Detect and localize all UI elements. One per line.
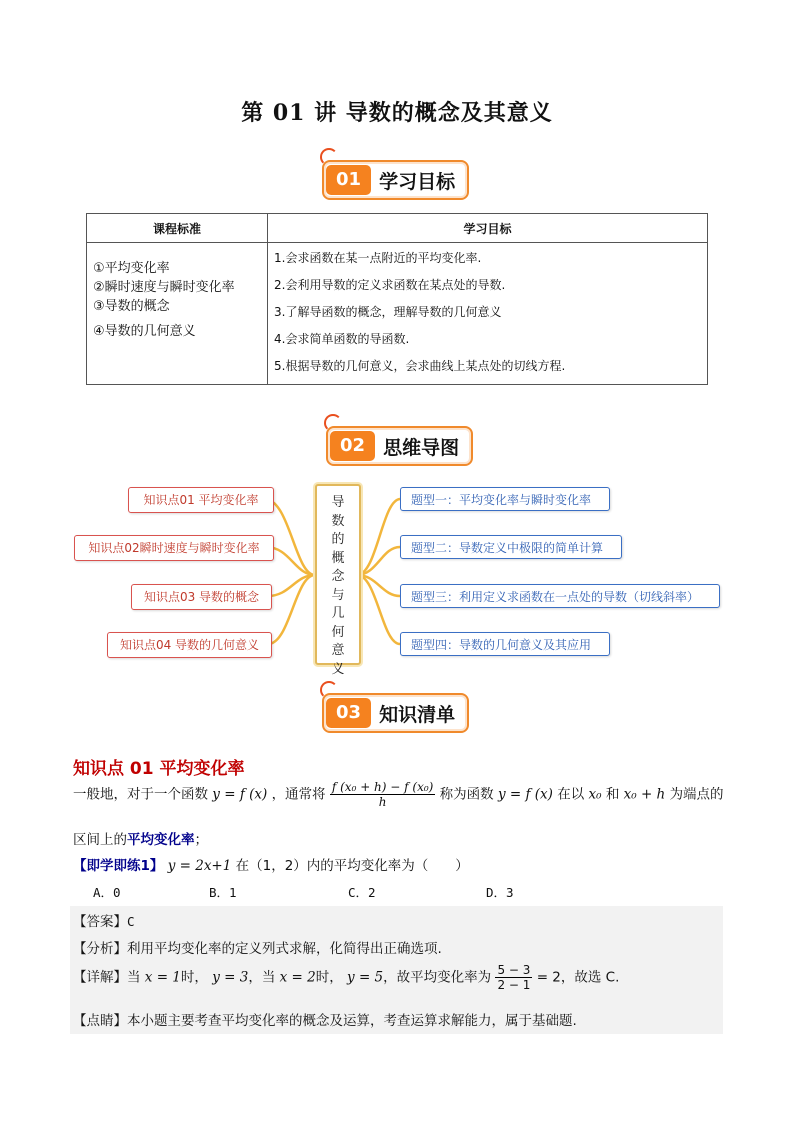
objective-item: 3.了解导函数的概念，理解导数的几何意义	[274, 305, 502, 319]
objective-item: 2.会利用导数的定义求函数在某点处的导数.	[274, 278, 506, 292]
option-d: D．3	[486, 885, 514, 900]
mindmap-right-node: 题型二：导数定义中极限的简单计算	[400, 535, 622, 559]
mindmap-right-node: 题型一：平均变化率与瞬时变化率	[400, 487, 610, 511]
mindmap-left-node: 知识点03 导数的概念	[131, 584, 272, 610]
section-number: 02	[330, 431, 375, 461]
mindmap-right-node: 题型四：导数的几何意义及其应用	[400, 632, 610, 656]
mindmap-center: 导数的概念与几何意义	[315, 484, 361, 665]
table-header-objective: 学习目标	[268, 214, 708, 243]
section-label: 思维导图	[383, 436, 460, 459]
mindmap-left-node: 知识点01 平均变化率	[128, 487, 274, 513]
mindmap-left-node: 知识点04 导数的几何意义	[107, 632, 272, 658]
answer-line: 【答案】C	[73, 914, 135, 930]
objective-item: 4.会求简单函数的导函数.	[274, 332, 410, 346]
page-title: 第 01 讲 导数的概念及其意义	[241, 100, 553, 126]
exercise-question: 【即学即练1】 y = 2x+1 在（1，2）内的平均变化率为（ ）	[73, 858, 469, 874]
section-banner-02	[326, 426, 476, 462]
section-banner-03	[322, 693, 472, 729]
standard-item: ①平均变化率	[93, 261, 170, 276]
option-c: C．2	[348, 885, 376, 900]
mindmap-left-node: 知识点02瞬时速度与瞬时变化率	[74, 535, 274, 561]
standard-item: ②瞬时速度与瞬时变化率	[93, 280, 235, 295]
analysis-line: 【分析】利用平均变化率的定义列式求解，化简得出正确选项.	[73, 941, 442, 957]
objective-item: 5.根据导数的几何意义，会求曲线上某点处的切线方程.	[274, 359, 566, 373]
standards-cell	[87, 243, 268, 385]
bold-term: 平均变化率	[127, 832, 195, 848]
comment-line: 【点睛】本小题主要考查平均变化率的概念及运算，考查运算求解能力，属于基础题.	[73, 1013, 577, 1029]
section-label: 学习目标	[379, 170, 456, 193]
knowledge-point-title: 知识点 01 平均变化率	[73, 759, 245, 779]
section-number: 01	[326, 165, 371, 195]
option-b: B．1	[209, 885, 237, 900]
section-label: 知识清单	[379, 703, 456, 726]
detail-fraction: $\frac{5 - 3}{2 - 1}$	[497, 963, 531, 992]
table-header-standard: 课程标准	[87, 214, 268, 243]
definition-paragraph: 一般地，对于一个函数 y = f (x) ，通常将 $\frac{\text{f (x₀ + h) − f (x₀)}}{h}$ 称为函数 y = f (x) 在以 x₀ 和 x₀ + h 为端点的	[73, 780, 724, 809]
average-rate-fraction: $\frac{\text{f (x₀ + h) − f (x₀)}}{h}$	[331, 780, 434, 809]
section-banner-01	[322, 160, 472, 196]
option-a: A．0	[93, 885, 121, 900]
objective-item: 1.会求函数在某一点附近的平均变化率.	[274, 251, 482, 265]
definition-paragraph-cont: 区间上的平均变化率；	[73, 832, 208, 848]
exercise-tag: 【即学即练1】	[73, 858, 164, 874]
mindmap-right-node: 题型三：利用定义求函数在一点处的导数（切线斜率）	[400, 584, 720, 608]
learning-goals-table	[86, 213, 708, 385]
standard-item: ③导数的概念	[93, 299, 170, 314]
standard-item: ④导数的几何意义	[93, 324, 196, 339]
section-number: 03	[326, 698, 371, 728]
detail-line: 【详解】当 x = 1时， y = 3，当 x = 2时， y = 5，故平均变化率为 $\frac{5 - 3}{2 - 1}$ = 2，故选 C.	[73, 963, 620, 992]
objectives-cell	[268, 243, 708, 385]
